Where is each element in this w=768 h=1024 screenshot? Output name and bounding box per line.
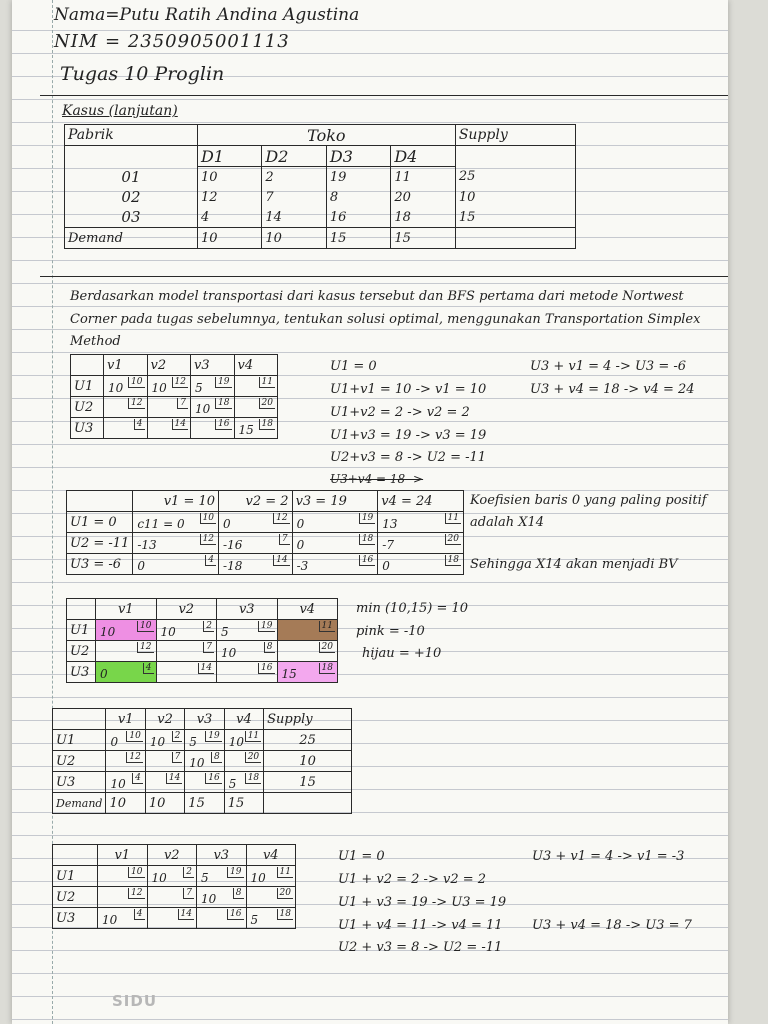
allocation: 15	[281, 667, 297, 681]
tableau-1	[70, 354, 278, 439]
cost: 18	[215, 398, 231, 409]
cost: 7	[183, 888, 194, 899]
problem-line-2: Corner pada tugas sebelumnya, tentukan solusi optimal, menggunakan Transportation Simplex	[70, 312, 701, 327]
cost: 4	[205, 555, 216, 566]
equation: U3 + v1 = 4 -> U3 = -6	[530, 359, 687, 374]
col-header: v2	[147, 845, 197, 866]
equation: U1+v3 = 19 -> v3 = 19	[330, 428, 487, 443]
equation: U1 = 0	[338, 849, 385, 864]
cell	[147, 908, 197, 929]
cost: 7	[279, 534, 290, 545]
cell	[378, 512, 464, 533]
cell	[234, 376, 278, 397]
cost: 12	[172, 377, 188, 388]
corner-cell	[71, 355, 104, 376]
cell	[219, 512, 293, 533]
row-header: U2	[67, 641, 96, 662]
allocation: 10	[189, 756, 205, 770]
cost: 20	[319, 642, 335, 653]
equation: U1 + v3 = 19 -> U3 = 19	[338, 895, 507, 910]
cell	[98, 908, 148, 929]
col-header: v3	[197, 845, 247, 866]
cell	[246, 866, 296, 887]
table-row	[71, 397, 278, 418]
reduced-cost: 0	[382, 559, 390, 573]
corner-cell	[67, 491, 133, 512]
allocation: 10	[250, 871, 266, 885]
cost: 7	[203, 642, 214, 653]
cell	[217, 641, 278, 662]
cell	[98, 887, 148, 908]
reduced-cost: c11 = 0	[137, 517, 185, 531]
col-header: v1	[104, 355, 148, 376]
supply-cell: 10	[264, 751, 352, 772]
cell	[145, 751, 184, 772]
table-row	[53, 866, 296, 887]
cost-cell: 11	[391, 167, 455, 188]
equation: U1+v1 = 10 -> v1 = 10	[330, 382, 487, 397]
cell	[96, 641, 157, 662]
blank-cell	[455, 146, 575, 167]
allocation: 5	[221, 625, 229, 639]
demand-label: Demand	[53, 793, 106, 814]
cell	[156, 662, 217, 683]
cost: 12	[128, 888, 144, 899]
cost: 12	[200, 534, 216, 545]
cost-cell: 19	[326, 167, 390, 188]
cost: 19	[215, 377, 231, 388]
equation: U3 + v1 = 4 -> v1 = -3	[532, 849, 685, 864]
dest-d4: D4	[391, 146, 455, 167]
col-header: v3 = 19	[292, 491, 378, 512]
cost: 16	[227, 909, 243, 920]
reduced-cost: -7	[382, 538, 394, 552]
cost: 11	[319, 621, 335, 632]
cell	[224, 730, 263, 751]
allocation: 5	[201, 871, 209, 885]
reduced-cost: 0	[137, 559, 145, 573]
cost: 7	[177, 398, 188, 409]
row-header: U2	[53, 887, 98, 908]
cost: 11	[277, 867, 293, 878]
table-row	[67, 533, 464, 554]
source-name: 01	[65, 167, 198, 188]
dest-d3: D3	[326, 146, 390, 167]
cost: 10	[137, 621, 153, 632]
col-header: v1	[96, 599, 157, 620]
cost: 4	[132, 773, 143, 784]
col-header: v1 = 10	[133, 491, 219, 512]
cell	[133, 512, 219, 533]
cost: 10	[128, 377, 144, 388]
demand-cell: 10	[197, 228, 261, 249]
cost-cell: 18	[391, 207, 455, 228]
demand-cell: 15	[224, 793, 263, 814]
cell	[147, 866, 197, 887]
row-header: U3 = -6	[67, 554, 133, 575]
table-row	[53, 772, 352, 793]
problem-line-3: Method	[70, 334, 121, 349]
cell	[217, 620, 278, 641]
table-row	[53, 908, 296, 929]
col-header: v4	[246, 845, 296, 866]
col-header: v2	[156, 599, 217, 620]
cost: 16	[215, 419, 231, 430]
equation: U2 + v3 = 8 -> U2 = -11	[338, 940, 503, 955]
equation-struck: U3+v4 = 18 ->	[330, 472, 424, 486]
cell	[106, 730, 145, 751]
table-row	[71, 376, 278, 397]
cost: 19	[359, 513, 375, 524]
cell	[133, 554, 219, 575]
cell	[197, 887, 247, 908]
cost: 12	[137, 642, 153, 653]
cost: 16	[258, 663, 274, 674]
cost: 12	[126, 752, 142, 763]
table-row	[53, 730, 352, 751]
note-pink: pink = -10	[356, 624, 425, 639]
allocation: 10	[195, 402, 211, 416]
cost: 11	[259, 377, 275, 388]
source-name: 02	[65, 187, 198, 207]
cell	[185, 751, 224, 772]
cost: 14	[172, 419, 188, 430]
cell-highlight-pink	[277, 662, 338, 683]
cost: 18	[319, 663, 335, 674]
col-header: v1	[106, 709, 145, 730]
cell	[277, 641, 338, 662]
cost: 14	[198, 663, 214, 674]
cell	[378, 554, 464, 575]
cost: 14	[166, 773, 182, 784]
cost-cell: 16	[326, 207, 390, 228]
allocation: 10	[102, 913, 118, 927]
row-header: U3	[53, 772, 106, 793]
supply-cell: 25	[455, 167, 575, 188]
cell	[234, 418, 278, 439]
kasus-demand-row	[65, 228, 576, 249]
cell	[156, 641, 217, 662]
cost: 2	[172, 731, 183, 742]
supply-cell: 25	[264, 730, 352, 751]
allocation: 0	[110, 735, 119, 749]
cost: 11	[245, 731, 261, 742]
cell	[147, 418, 191, 439]
col-supply: Supply	[264, 709, 352, 730]
cost: 18	[277, 909, 293, 920]
tableau-5	[52, 844, 296, 929]
col-supply: Supply	[455, 125, 575, 146]
reduced-cost: 0	[223, 517, 231, 531]
cell	[106, 772, 145, 793]
cell	[219, 533, 293, 554]
blank-cell	[65, 146, 198, 167]
corner-cell	[67, 599, 96, 620]
col-header: v4 = 24	[378, 491, 464, 512]
col-header: v4	[277, 599, 338, 620]
supply-cell: 10	[455, 187, 575, 207]
cost: 18	[445, 555, 461, 566]
cell-highlight-green	[96, 662, 157, 683]
demand-cell: 15	[326, 228, 390, 249]
reduced-cost: 0	[296, 517, 305, 531]
cell	[98, 866, 148, 887]
cell	[133, 533, 219, 554]
demand-cell: 10	[262, 228, 326, 249]
note-green: hijau = +10	[362, 646, 442, 661]
cost: 20	[245, 752, 261, 763]
cell	[292, 512, 378, 533]
col-header: v2 = 2	[219, 491, 293, 512]
allocation: 5	[195, 381, 203, 395]
blank-cell	[455, 228, 575, 249]
allocation: 5	[189, 735, 197, 749]
demand-cell: 10	[145, 793, 184, 814]
student-name: Nama=Putu Ratih Andina Agustina	[54, 5, 360, 25]
row-header: U1	[53, 730, 106, 751]
row-header: U3	[67, 662, 96, 683]
cost: 2	[183, 867, 194, 878]
table-row	[53, 751, 352, 772]
cell	[191, 376, 235, 397]
cost: 18	[359, 534, 375, 545]
cost: 18	[259, 419, 275, 430]
equation: U1 = 0	[330, 359, 377, 374]
cell-highlight-pink	[96, 620, 157, 641]
note-coefficient-var: adalah X14	[470, 515, 545, 530]
reduced-cost: -3	[296, 559, 309, 573]
kasus-row-01	[65, 167, 576, 188]
note-bv: Sehingga X14 akan menjadi BV	[470, 557, 678, 572]
cell	[147, 376, 191, 397]
cost-cell: 10	[197, 167, 261, 188]
cell	[185, 730, 224, 751]
supply-cell: 15	[455, 207, 575, 228]
allocation: 5	[228, 777, 237, 791]
allocation: 15	[238, 423, 254, 437]
student-nim: NIM = 2350905001113	[54, 31, 290, 52]
table-row	[71, 418, 278, 439]
table-row	[67, 662, 338, 683]
cell	[191, 418, 235, 439]
table-row	[67, 554, 464, 575]
allocation: 10	[149, 735, 166, 749]
cost-cell: 12	[197, 187, 261, 207]
cost: 4	[143, 663, 154, 674]
cell	[219, 554, 293, 575]
cell-highlight-entering	[277, 620, 338, 641]
col-header: v4	[234, 355, 278, 376]
dest-d1: D1	[197, 146, 261, 167]
allocation: 10	[151, 871, 167, 885]
kasus-table	[64, 124, 576, 249]
row-header: U2	[53, 751, 106, 772]
note-coefficient: Koefisien baris 0 yang paling positif	[470, 493, 707, 508]
cost: 4	[134, 909, 145, 920]
cell	[197, 908, 247, 929]
cell	[292, 533, 378, 554]
cell	[104, 376, 148, 397]
kasus-label: Kasus (lanjutan)	[62, 103, 178, 119]
row-header: U3	[71, 418, 104, 439]
row-header: U3	[53, 908, 98, 929]
cost-cell: 2	[262, 167, 326, 188]
cost-cell: 4	[197, 207, 261, 228]
cost: 4	[134, 419, 145, 430]
allocation: 10	[108, 381, 124, 395]
supply-cell: 15	[264, 772, 352, 793]
cost: 10	[126, 731, 142, 742]
cost: 16	[205, 773, 221, 784]
demand-cell: 15	[185, 793, 224, 814]
cell	[104, 418, 148, 439]
reduced-cost: 0	[296, 538, 305, 552]
row-header: U1	[67, 620, 96, 641]
equation: U1 + v2 = 2 -> v2 = 2	[338, 872, 487, 887]
corner-cell	[53, 845, 98, 866]
cost: 20	[259, 398, 275, 409]
brand-watermark: SIDU	[112, 992, 158, 1010]
col-header: v2	[145, 709, 184, 730]
reduced-cost: -13	[137, 538, 157, 552]
cost: 8	[233, 888, 244, 899]
cost: 20	[445, 534, 461, 545]
tableau-4	[52, 708, 352, 814]
tableau-2	[66, 490, 464, 575]
cost: 2	[203, 621, 214, 632]
equation: U1+v2 = 2 -> v2 = 2	[330, 405, 470, 420]
cell	[217, 662, 278, 683]
cost-cell: 8	[326, 187, 390, 207]
reduced-cost: 13	[382, 517, 398, 531]
cell	[106, 751, 145, 772]
allocation: 10	[228, 735, 244, 749]
kasus-row-03	[65, 207, 576, 228]
cost: 8	[264, 642, 275, 653]
equation: U1 + v4 = 11 -> v4 = 11	[338, 918, 503, 933]
cell	[246, 908, 296, 929]
col-header: v3	[191, 355, 235, 376]
assignment-title: Tugas 10 Proglin	[60, 63, 225, 85]
source-name: 03	[65, 207, 198, 228]
cell	[224, 772, 263, 793]
col-toko: Toko	[197, 125, 455, 146]
cost: 12	[273, 513, 289, 524]
allocation: 5	[250, 913, 259, 927]
equation: U3 + v4 = 18 -> U3 = 7	[532, 918, 692, 933]
allocation: 10	[100, 625, 116, 639]
cost: 16	[359, 555, 375, 566]
notebook-page	[12, 0, 728, 1024]
table-row	[53, 887, 296, 908]
cost: 20	[277, 888, 293, 899]
cell	[185, 772, 224, 793]
cell	[145, 730, 184, 751]
reduced-cost: -18	[223, 559, 243, 573]
allocation: 0	[100, 667, 108, 681]
problem-line-1: Berdasarkan model transportasi dari kasus tersebut dan BFS pertama dari metode Nortwest	[70, 289, 684, 304]
cost: 19	[227, 867, 243, 878]
row-header: U1 = 0	[67, 512, 133, 533]
blank-cell	[264, 793, 352, 814]
cost-cell: 14	[262, 207, 326, 228]
allocation: 10	[201, 892, 217, 906]
cost: 19	[258, 621, 274, 632]
cell	[292, 554, 378, 575]
cost: 19	[205, 731, 221, 742]
demand-cell: 15	[391, 228, 455, 249]
row-header: U2	[71, 397, 104, 418]
row-header: U1	[71, 376, 104, 397]
cost: 7	[172, 752, 183, 763]
cell	[378, 533, 464, 554]
cost: 10	[200, 513, 216, 524]
col-header: v3	[217, 599, 278, 620]
demand-row	[53, 793, 352, 814]
table-row	[67, 512, 464, 533]
cost-cell: 20	[391, 187, 455, 207]
reduced-cost: -16	[223, 538, 243, 552]
tableau-3	[66, 598, 338, 683]
cost: 11	[445, 513, 461, 524]
row-header: U2 = -11	[67, 533, 133, 554]
dest-d2: D2	[262, 146, 326, 167]
equation: U2+v3 = 8 -> U2 = -11	[330, 450, 487, 465]
header-divider	[40, 95, 728, 96]
kasus-row-02	[65, 187, 576, 207]
allocation: 10	[110, 777, 126, 791]
cost: 10	[128, 867, 144, 878]
section-divider	[40, 276, 728, 277]
cost-cell: 7	[262, 187, 326, 207]
cell	[104, 397, 148, 418]
cost: 14	[178, 909, 194, 920]
allocation: 10	[151, 381, 167, 395]
cell	[145, 772, 184, 793]
cell	[197, 866, 247, 887]
col-header: v2	[147, 355, 191, 376]
cost: 8	[211, 752, 222, 763]
table-row	[67, 641, 338, 662]
note-min: min (10,15) = 10	[356, 601, 469, 616]
col-pabrik: Pabrik	[65, 125, 198, 146]
cell	[234, 397, 278, 418]
equation: U3 + v4 = 18 -> v4 = 24	[530, 382, 695, 397]
cost: 14	[273, 555, 289, 566]
cell	[147, 397, 191, 418]
cell	[156, 620, 217, 641]
col-header: v3	[185, 709, 224, 730]
col-header: v4	[224, 709, 263, 730]
cell	[246, 887, 296, 908]
cell	[224, 751, 263, 772]
cost: 18	[245, 773, 261, 784]
corner-cell	[53, 709, 106, 730]
cell	[191, 397, 235, 418]
col-header: v1	[98, 845, 148, 866]
cost: 12	[128, 398, 144, 409]
demand-cell: 10	[106, 793, 145, 814]
allocation: 10	[160, 625, 176, 639]
row-header: U1	[53, 866, 98, 887]
cell	[147, 887, 197, 908]
table-row	[67, 620, 338, 641]
demand-label: Demand	[65, 228, 198, 249]
allocation: 10	[221, 646, 237, 660]
